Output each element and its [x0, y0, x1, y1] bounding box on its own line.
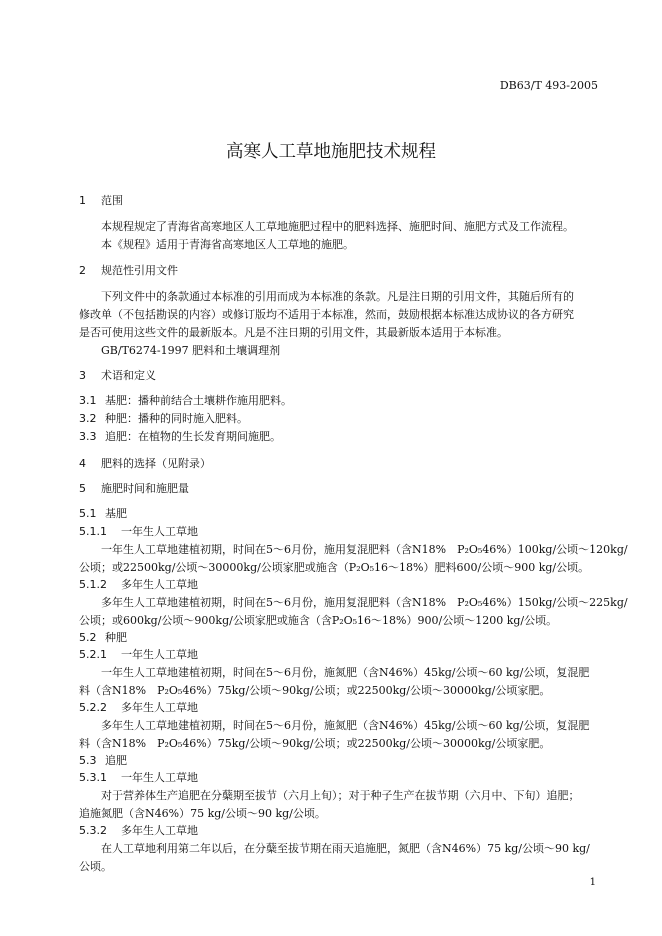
page-title: 高寒人工草地施肥技术规程 [226, 142, 436, 162]
paragraph: 公顷。 [79, 860, 112, 873]
section-title: 一年生人工草地 [121, 648, 198, 661]
section-2-heading [79, 262, 178, 278]
section-number: 5.3.2 [79, 824, 107, 837]
paragraph: 料（含N18% P₂O₅46%）75kg/公顷～90kg/公顷；或22500kg/公顷～30000kg/公顷家肥。 [79, 684, 551, 697]
paragraph: 修改单（不包括勘误的内容）或修订版均不适用于本标准，然而，鼓励根据本标准达成协议的各方研究 [79, 308, 574, 321]
section-number: 1 [79, 194, 86, 207]
paragraph: 公顷；或22500kg/公顷～30000kg/公顷家肥或施含（P₂O₅16～18%）肥料600/公顷～900 kg/公顷。 [79, 561, 590, 574]
section-title: 范围 [101, 194, 123, 207]
paragraph: 一年生人工草地建植初期，时间在5～6月份，施用复混肥料（含N18% P₂O₅46%）100kg/公顷～120kg/ [101, 543, 628, 556]
section-title: 术语和定义 [101, 369, 156, 382]
definition-number: 3.3 [79, 430, 97, 443]
paragraph: 多年生人工草地建植初期，时间在5～6月份，施用复混肥料（含N18% P₂O₅46%）150kg/公顷～225kg/ [101, 596, 628, 609]
section-title: 多年生人工草地 [121, 701, 198, 714]
section-title: 多年生人工草地 [121, 578, 198, 591]
definition-text: 基肥：播种前结合土壤耕作施用肥料。 [105, 394, 292, 407]
definition-text: 种肥：播种的同时施入肥料。 [105, 412, 248, 425]
definition-text: 追肥：在植物的生长发育期间施肥。 [105, 430, 281, 443]
subsection-heading [79, 629, 127, 645]
section-3-heading [79, 367, 156, 383]
section-title: 一年生人工草地 [121, 771, 198, 784]
section-title: 肥料的选择（见附录） [101, 457, 211, 470]
section-title: 多年生人工草地 [121, 824, 198, 837]
paragraph: 公顷；或600kg/公顷～900kg/公顷家肥或施含（含P₂O₅16～18%）900/公顷～1200 kg/公顷。 [79, 614, 558, 627]
paragraph: 本《规程》适用于青海省高寒地区人工草地的施肥。 [101, 238, 354, 251]
section-number: 5.1 [79, 507, 97, 520]
reference-item: GB/T6274-1997 肥料和土壤调理剂 [101, 344, 281, 357]
paragraph: 下列文件中的条款通过本标准的引用而成为本标准的条款。凡是注日期的引用文件，其随后所有的 [101, 290, 574, 303]
section-number: 4 [79, 457, 86, 470]
subsection-heading [79, 576, 198, 592]
section-number: 5 [79, 482, 86, 495]
paragraph: 料（含N18% P₂O₅46%）75kg/公顷～90kg/公顷；或22500kg/公顷～30000kg/公顷家肥。 [79, 737, 551, 750]
subsection-heading [79, 752, 127, 768]
subsection-heading [79, 699, 198, 715]
section-title: 追肥 [105, 754, 127, 767]
section-title: 种肥 [105, 631, 127, 644]
section-title: 施肥时间和施肥量 [101, 482, 189, 495]
section-number: 2 [79, 264, 86, 277]
paragraph: 本规程规定了青海省高寒地区人工草地施肥过程中的肥料选择、施肥时间、施肥方式及工作流程。 [101, 220, 574, 233]
subsection-heading [79, 523, 198, 539]
definition-item [79, 392, 292, 408]
paragraph: 是否可使用这些文件的最新版本。凡是不注日期的引用文件，其最新版本适用于本标准。 [79, 326, 508, 339]
section-title: 一年生人工草地 [121, 525, 198, 538]
subsection-heading [79, 646, 198, 662]
subsection-heading [79, 769, 198, 785]
subsection-heading [79, 822, 198, 838]
paragraph: 一年生人工草地建植初期，时间在5～6月份，施氮肥（含N46%）45kg/公顷～60 kg/公顷，复混肥 [101, 666, 590, 679]
section-number: 5.1.2 [79, 578, 107, 591]
section-number: 5.2.2 [79, 701, 107, 714]
section-number: 5.2 [79, 631, 97, 644]
definition-item [79, 410, 248, 426]
standard-number: DB63/T 493-2005 [499, 79, 598, 92]
paragraph: 多年生人工草地建植初期，时间在5～6月份，施氮肥（含N46%）45kg/公顷～60 kg/公顷，复混肥 [101, 719, 590, 732]
section-title: 基肥 [105, 507, 127, 520]
section-number: 5.3 [79, 754, 97, 767]
section-number: 5.1.1 [79, 525, 107, 538]
section-number: 5.3.1 [79, 771, 107, 784]
section-number: 5.2.1 [79, 648, 107, 661]
section-4-heading [79, 455, 211, 471]
section-5-heading [79, 480, 189, 496]
section-number: 3 [79, 369, 86, 382]
definition-item [79, 428, 281, 444]
paragraph: 在人工草地利用第二年以后，在分蘖至拔节期在雨天追施肥，氮肥（含N46%）75 kg/公顷～90 kg/ [101, 842, 590, 855]
definition-number: 3.1 [79, 394, 97, 407]
page-number: 1 [589, 877, 596, 888]
paragraph: 追施氮肥（含N46%）75 kg/公顷～90 kg/公顷。 [79, 807, 326, 820]
subsection-heading [79, 505, 127, 521]
section-1-heading [79, 192, 123, 208]
definition-number: 3.2 [79, 412, 97, 425]
section-title: 规范性引用文件 [101, 264, 178, 277]
paragraph: 对于营养体生产追肥在分蘖期至拔节（六月上旬）；对于种子生产在拔节期（六月中、下旬）追肥； [101, 789, 580, 802]
